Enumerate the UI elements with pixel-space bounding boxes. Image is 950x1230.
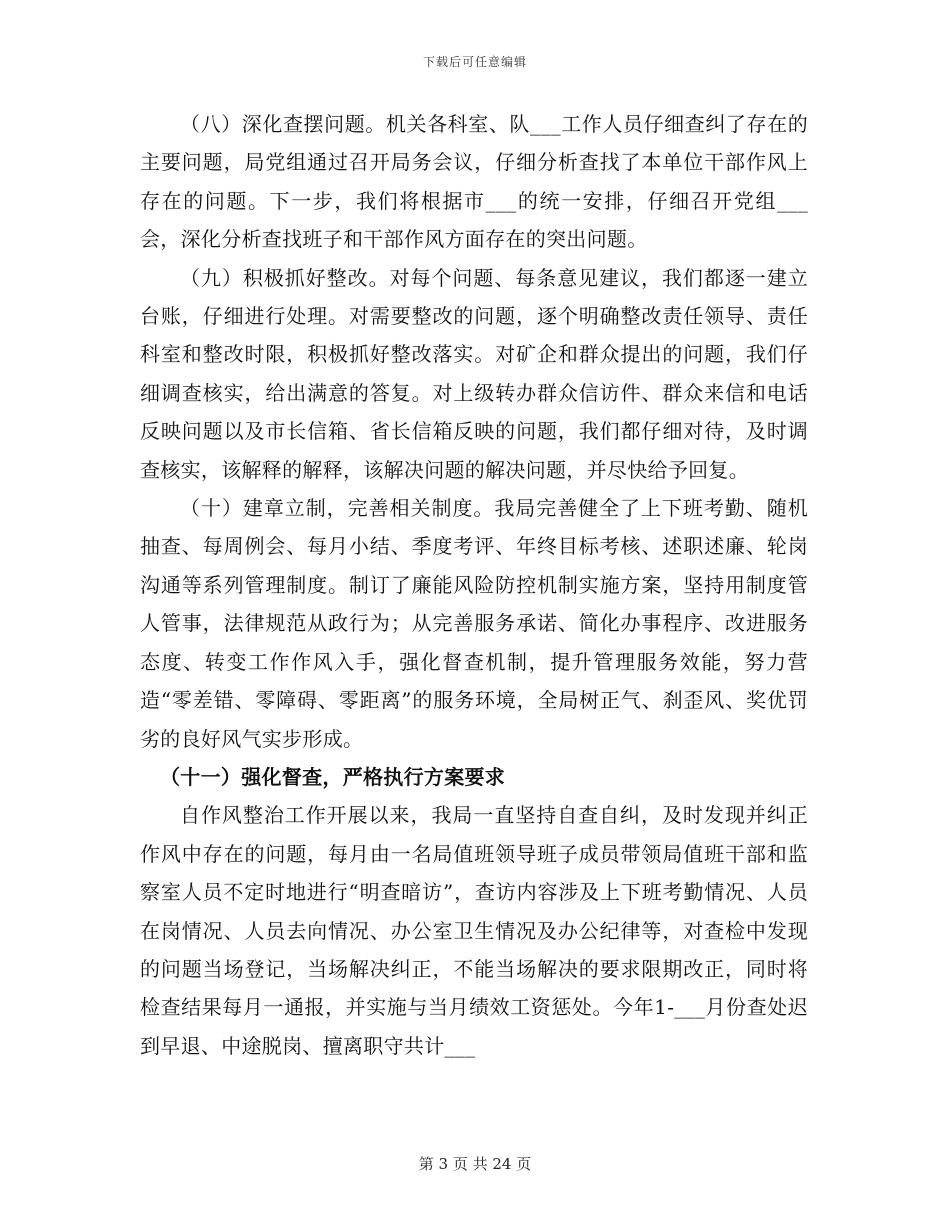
document-body bbox=[140, 105, 808, 1065]
page-number: 第 3 页 共 24 页 bbox=[418, 1155, 532, 1173]
header-note: 下载后可任意编辑 bbox=[422, 55, 527, 69]
paragraph-8: （八）深化查摆问题。机关各科室、队___工作人员仔细查纠了存在的主要问题，局党组通过召开局务会议，仔细分析查找了本单位干部作风上存在的问题。下一步，我们将根据市___的统一安排，仔细召开党组___会，深化分析查找班子和干部作风方面存在的突出问题。 bbox=[140, 112, 808, 252]
paragraph-11-body: 自作风整治工作开展以来，我局一直坚持自查自纠，及时发现并纠正作风中存在的问题，每月由一名局值班领导班子成员带领局值班干部和监察室人员不定时地进行“明查暗访”，查访内容涉及上下班考勤情况、人员在岗情况、人员去向情况、办公室卫生情况及办公纪律等，对查检中发现的问题当场登记，当场解决纠正，不能当场解决的要求限期改正，同时将检查结果每月一通报，并实施与当月绩效工资惩处。今年1-___月份查处迟到早退、中途脱岗、擅离职守共计___ bbox=[140, 803, 808, 1058]
paragraph-9: （九）积极抓好整改。对每个问题、每条意见建议，我们都逐一建立台账，仔细进行处理。对需要整改的问题，逐个明确整改责任领导、责任科室和整改时限，积极抓好整改落实。对矿企和群众提出的问题，我们仔细调查核实，给出满意的答复。对上级转办群众信访件、群众来信和电话反映问题以及市长信箱、省长信箱反映的问题，我们都仔细对待，及时调查核实，该解释的解释，该解决问题的解决问题，并尽快给予回复。 bbox=[140, 265, 808, 482]
paragraph-10: （十）建章立制，完善相关制度。我局完善健全了上下班考勤、随机抽查、每周例会、每月小结、季度考评、年终目标考核、述职述廉、轮岗沟通等系列管理制度。制订了廉能风险防控机制实施方案，坚持用制度管人管事，法律规范从政行为；从完善服务承诺、简化办事程序、改进服务态度、转变工作作风入手，强化督查机制，提升管理服务效能，努力营造“零差错、零障碍、零距离”的服务环境，全局树正气、刹歪风、奖优罚劣的良好风气实步形成。 bbox=[140, 496, 808, 751]
section-heading-11: （十一）强化督查，严格执行方案要求 bbox=[160, 764, 506, 789]
